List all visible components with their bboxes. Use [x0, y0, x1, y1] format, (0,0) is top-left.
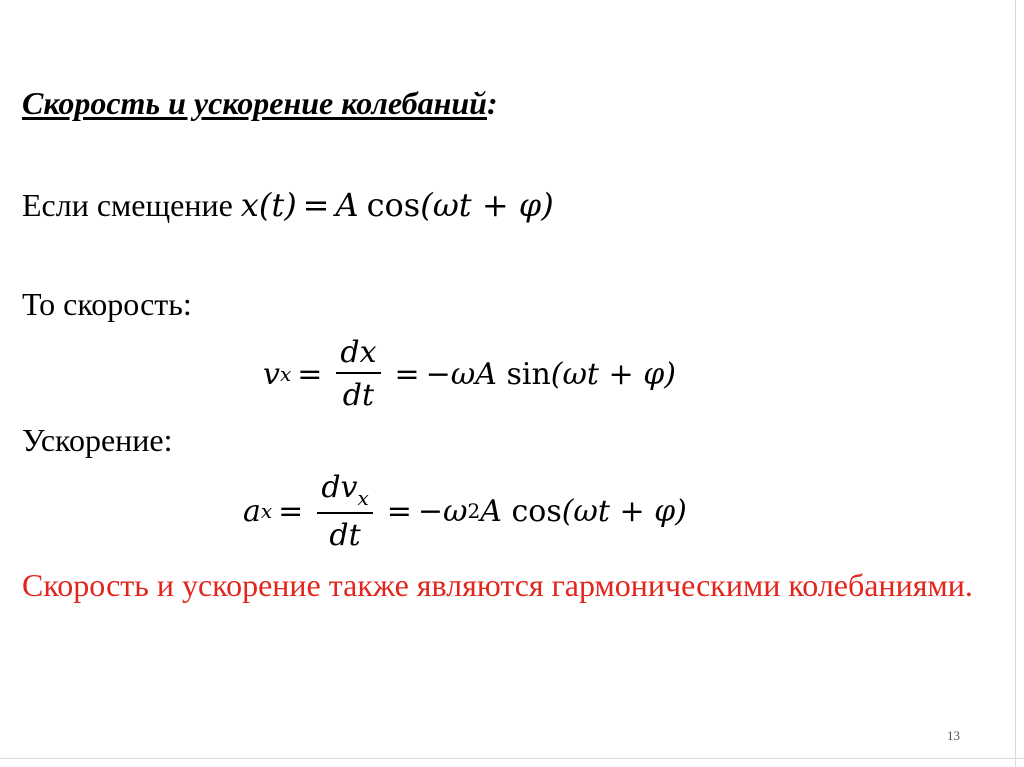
slide-frame-right-border [1015, 0, 1016, 767]
slide-title [22, 83, 498, 123]
acceleration-argument: (ωt + φ) [561, 493, 687, 529]
acceleration-equals-1: = [278, 493, 304, 529]
acceleration-omega-exponent: 2 [467, 499, 481, 523]
acceleration-numerator [317, 470, 372, 512]
displacement-cos: cos [366, 186, 421, 224]
acceleration-lhs: a [243, 493, 261, 529]
velocity-rhs-prefix: −ωA [425, 356, 497, 392]
acceleration-equals-2: = [386, 493, 412, 529]
acceleration-cos: cos [511, 493, 562, 529]
velocity-lhs: v [263, 356, 280, 392]
slide-frame-bottom-border [0, 758, 1024, 759]
conclusion-text: Скорость и ускорение также являются гармоническими колебаниями. [22, 567, 973, 603]
acceleration-label: Ускорение: [22, 422, 173, 458]
acceleration-numerator-dv: dv [321, 469, 358, 505]
displacement-equals: = [302, 186, 330, 224]
slide-title-text: Скорость и ускорение колебаний [22, 85, 487, 121]
acceleration-lhs-subscript: x [260, 499, 273, 523]
displacement-x: x [240, 186, 259, 224]
acceleration-amplitude: A [480, 493, 502, 529]
velocity-label: То скорость: [22, 286, 192, 322]
velocity-argument: (ωt + φ) [550, 356, 676, 392]
velocity-lhs-subscript: x [279, 362, 292, 386]
velocity-denominator: dt [342, 378, 375, 413]
acceleration-fraction [317, 470, 372, 553]
acceleration-numerator-subscript: x [357, 485, 369, 510]
slide-title-colon: : [486, 85, 498, 121]
displacement-line [22, 185, 554, 225]
velocity-equals-2: = [394, 356, 420, 392]
velocity-formula [263, 326, 676, 422]
velocity-fraction [336, 335, 380, 413]
acceleration-neg-omega: −ω [417, 493, 468, 529]
acceleration-formula [243, 463, 687, 559]
velocity-sin: sin [506, 356, 551, 392]
displacement-amplitude: A [335, 186, 359, 224]
displacement-argument: (ωt + φ) [420, 186, 554, 224]
velocity-numerator: dx [340, 335, 377, 370]
velocity-equals-1: = [297, 356, 323, 392]
displacement-label: Если смещение [22, 187, 241, 223]
page-number: 13 [947, 728, 960, 743]
acceleration-denominator: dt [329, 517, 361, 553]
displacement-t: (t) [258, 186, 297, 224]
